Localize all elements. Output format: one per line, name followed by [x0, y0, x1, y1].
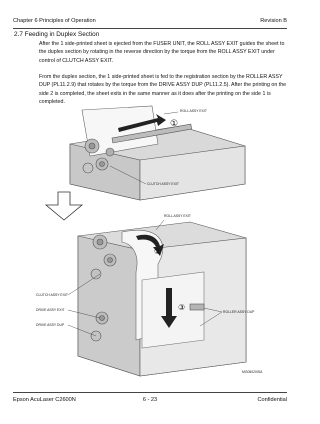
paragraph-2: From the duplex section, the 1 side-printed sheet is fed to the registration section by the ROLLER ASSY DUP (PL11.2.9) that rotates by the torque from the DRIVE ASSY DUP (PL11.2.5). After the printing on the side 2 is completed, the sheet exits in the same manner as it does after the printing on the side 1 is completed. [39, 74, 287, 105]
section-title: 2.7 Feeding in Duplex Section [14, 31, 100, 38]
page-header [13, 17, 287, 29]
step-2-marker: ② [154, 247, 162, 256]
page-footer [13, 392, 287, 406]
label-clutch-assy-exit-bottom: CLUTCH ASSY EXIT [36, 293, 68, 297]
duplex-feeding-figure [36, 104, 290, 384]
down-arrow-icon [46, 192, 82, 220]
label-roll-assy-exit-top: ROLL ASSY EXIT [180, 109, 207, 113]
label-roll-assy-exit-bottom: ROLL ASSY EXIT [164, 214, 191, 218]
figure-drawing [40, 104, 290, 384]
confidential-label: Confidential [257, 397, 287, 403]
figure-id: MG06020ISA [242, 370, 263, 374]
label-drive-assy-exit: DRIVE ASSY EXIT [36, 308, 65, 312]
label-clutch-assy-exit-top: CLUTCH ASSY EXIT [147, 182, 179, 186]
chapter-title: Chapter 6 Principles of Operation [13, 18, 96, 24]
step-3-marker: ③ [178, 303, 186, 312]
footer-product: Epson AcuLaser C2600N [13, 397, 76, 403]
page-number: 6 - 23 [142, 397, 158, 403]
label-drive-assy-dup: DRIVE ASSY DUP [36, 323, 65, 327]
revision-label: Revision B [260, 18, 287, 24]
label-roller-assy-dup: ROLLER ASSY DUP [223, 310, 255, 314]
step-1-marker: ① [170, 118, 179, 128]
paragraph-1: After the 1 side-printed sheet is ejected from the FUSER UNIT, the ROLL ASSY EXIT guides the sheet to the duplex section by rotating in the reverse direction by the torque from the ROLL ASSY EXIT under control of CLUTCH ASSY EXIT. [39, 41, 285, 64]
